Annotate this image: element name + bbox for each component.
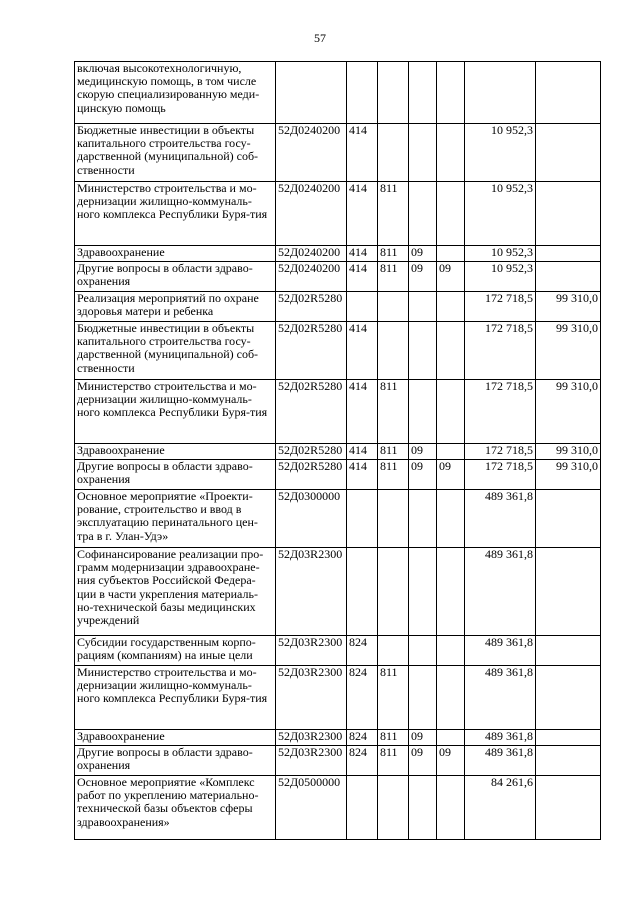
row-grbs-cell: 414 — [347, 444, 378, 460]
row-amount2-cell: 99 310,0 — [536, 460, 601, 490]
row-grbs-cell: 414 — [347, 322, 378, 380]
row-code-cell: 52Д03R2300 — [276, 548, 347, 636]
row-amount2-cell — [536, 730, 601, 746]
row-name-cell: Субсидии государственным корпо-рациям (компаниям) на иные цели — [75, 636, 276, 666]
row-grbs-cell — [347, 490, 378, 548]
row-amount1-cell: 172 718,5 — [465, 444, 536, 460]
row-name-cell: Другие вопросы в области здраво-охранения — [75, 746, 276, 776]
row-rz-cell — [378, 322, 409, 380]
row-amount1-cell: 172 718,5 — [465, 380, 536, 444]
row-code-cell: 52Д02R5280 — [276, 322, 347, 380]
row-vr-cell — [437, 322, 465, 380]
row-grbs-cell: 824 — [347, 730, 378, 746]
row-amount1-cell: 10 952,3 — [465, 262, 536, 292]
row-name-cell: Другие вопросы в области здраво-охранения — [75, 460, 276, 490]
row-vr-cell — [437, 380, 465, 444]
row-pr-cell: 09 — [409, 460, 437, 490]
table-row — [75, 292, 601, 322]
row-amount1-cell: 172 718,5 — [465, 460, 536, 490]
table-row — [75, 62, 601, 124]
row-name-cell: Министерство строительства и мо-дернизации жилищно-коммуналь-ного комплекса Республики Буря-тия — [75, 182, 276, 246]
row-pr-cell — [409, 322, 437, 380]
table-row — [75, 636, 601, 666]
row-amount2-cell — [536, 746, 601, 776]
row-grbs-cell — [347, 776, 378, 840]
row-pr-cell — [409, 380, 437, 444]
row-name-cell: Бюджетные инвестиции в объекты капитального строительства госу-дарственной (муниципальной) соб-ственности — [75, 124, 276, 182]
table-row — [75, 380, 601, 444]
row-amount2-cell — [536, 62, 601, 124]
row-name-cell: Бюджетные инвестиции в объекты капитального строительства госу-дарственной (муниципальной) соб-ственности — [75, 322, 276, 380]
row-vr-cell — [437, 666, 465, 730]
row-grbs-cell — [347, 62, 378, 124]
table-row — [75, 666, 601, 730]
row-amount2-cell — [536, 262, 601, 292]
row-pr-cell: 09 — [409, 746, 437, 776]
row-pr-cell — [409, 124, 437, 182]
table-row — [75, 460, 601, 490]
row-grbs-cell — [347, 548, 378, 636]
row-rz-cell — [378, 636, 409, 666]
budget-table — [74, 61, 601, 840]
table-row — [75, 548, 601, 636]
row-vr-cell — [437, 548, 465, 636]
row-rz-cell: 811 — [378, 746, 409, 776]
row-name-cell: Другие вопросы в области здраво-охранения — [75, 262, 276, 292]
row-rz-cell — [378, 62, 409, 124]
row-code-cell: 52Д0240200 — [276, 182, 347, 246]
row-amount1-cell — [465, 62, 536, 124]
row-pr-cell — [409, 548, 437, 636]
row-grbs-cell: 414 — [347, 246, 378, 262]
row-vr-cell: 09 — [437, 460, 465, 490]
row-name-cell: Основное мероприятие «Проекти-рование, строительство и ввод в эксплуатацию перинатального цен-тра в г. Улан-Удэ» — [75, 490, 276, 548]
row-code-cell: 52Д02R5280 — [276, 444, 347, 460]
row-amount1-cell: 10 952,3 — [465, 246, 536, 262]
row-code-cell: 52Д02R5280 — [276, 460, 347, 490]
row-vr-cell — [437, 776, 465, 840]
row-vr-cell — [437, 246, 465, 262]
row-amount2-cell — [536, 666, 601, 730]
row-amount2-cell — [536, 490, 601, 548]
table-row — [75, 746, 601, 776]
row-amount1-cell: 172 718,5 — [465, 292, 536, 322]
row-amount2-cell — [536, 636, 601, 666]
row-vr-cell — [437, 444, 465, 460]
row-rz-cell: 811 — [378, 666, 409, 730]
row-amount2-cell — [536, 548, 601, 636]
row-code-cell: 52Д0240200 — [276, 246, 347, 262]
row-grbs-cell: 414 — [347, 124, 378, 182]
row-name-cell: Софинансирование реализации про-грамм модернизации здравоохране-ния субъектов Российской Федера-ции в части укрепления материаль-но-технической базы медицинских учреждений — [75, 548, 276, 636]
row-rz-cell: 811 — [378, 262, 409, 292]
row-code-cell: 52Д03R2300 — [276, 636, 347, 666]
row-code-cell: 52Д02R5280 — [276, 380, 347, 444]
row-vr-cell: 09 — [437, 262, 465, 292]
row-vr-cell — [437, 62, 465, 124]
row-amount1-cell: 489 361,8 — [465, 548, 536, 636]
row-code-cell: 52Д02R5280 — [276, 292, 347, 322]
table-row — [75, 322, 601, 380]
budget-table-body — [75, 62, 601, 840]
row-rz-cell — [378, 548, 409, 636]
row-amount2-cell: 99 310,0 — [536, 322, 601, 380]
row-amount1-cell: 84 261,6 — [465, 776, 536, 840]
row-name-cell: Реализация мероприятий по охране здоровья матери и ребенка — [75, 292, 276, 322]
row-rz-cell: 811 — [378, 460, 409, 490]
row-amount1-cell: 489 361,8 — [465, 730, 536, 746]
table-row — [75, 490, 601, 548]
row-rz-cell — [378, 292, 409, 322]
row-grbs-cell: 414 — [347, 380, 378, 444]
row-rz-cell: 811 — [378, 182, 409, 246]
row-grbs-cell — [347, 292, 378, 322]
row-rz-cell — [378, 124, 409, 182]
table-row — [75, 776, 601, 840]
row-rz-cell: 811 — [378, 380, 409, 444]
row-name-cell: Основное мероприятие «Комплекс работ по укреплению материально-технической базы объектов сферы здравоохранения» — [75, 776, 276, 840]
row-vr-cell — [437, 636, 465, 666]
page-number: 57 — [314, 31, 326, 45]
row-pr-cell: 09 — [409, 246, 437, 262]
row-name-cell: Здравоохранение — [75, 730, 276, 746]
row-rz-cell — [378, 490, 409, 548]
row-code-cell: 52Д0500000 — [276, 776, 347, 840]
row-amount1-cell: 489 361,8 — [465, 636, 536, 666]
row-vr-cell: 09 — [437, 746, 465, 776]
row-code-cell: 52Д0300000 — [276, 490, 347, 548]
row-grbs-cell: 824 — [347, 636, 378, 666]
row-code-cell: 52Д03R2300 — [276, 746, 347, 776]
row-pr-cell — [409, 776, 437, 840]
row-amount1-cell: 489 361,8 — [465, 746, 536, 776]
row-name-cell: Здравоохранение — [75, 444, 276, 460]
row-rz-cell — [378, 776, 409, 840]
row-pr-cell — [409, 666, 437, 730]
row-amount2-cell — [536, 776, 601, 840]
row-grbs-cell: 824 — [347, 666, 378, 730]
row-grbs-cell: 824 — [347, 746, 378, 776]
row-amount1-cell: 10 952,3 — [465, 182, 536, 246]
row-vr-cell — [437, 730, 465, 746]
row-amount1-cell: 172 718,5 — [465, 322, 536, 380]
row-amount1-cell: 489 361,8 — [465, 666, 536, 730]
row-amount2-cell — [536, 124, 601, 182]
row-name-cell: Здравоохранение — [75, 246, 276, 262]
row-grbs-cell: 414 — [347, 262, 378, 292]
row-pr-cell — [409, 182, 437, 246]
table-row — [75, 262, 601, 292]
table-row — [75, 182, 601, 246]
row-name-cell: включая высокотехнологичную, медицинскую помощь, в том числе скорую специализированную меди-цинскую помощь — [75, 62, 276, 124]
row-grbs-cell: 414 — [347, 182, 378, 246]
row-code-cell: 52Д03R2300 — [276, 730, 347, 746]
table-row — [75, 246, 601, 262]
row-rz-cell: 811 — [378, 444, 409, 460]
table-row — [75, 730, 601, 746]
row-amount2-cell — [536, 246, 601, 262]
row-amount2-cell: 99 310,0 — [536, 444, 601, 460]
row-code-cell: 52Д0240200 — [276, 124, 347, 182]
row-amount2-cell: 99 310,0 — [536, 292, 601, 322]
row-vr-cell — [437, 182, 465, 246]
row-pr-cell: 09 — [409, 730, 437, 746]
row-pr-cell — [409, 636, 437, 666]
row-vr-cell — [437, 292, 465, 322]
row-pr-cell — [409, 490, 437, 548]
row-amount2-cell — [536, 182, 601, 246]
row-pr-cell — [409, 62, 437, 124]
row-amount2-cell: 99 310,0 — [536, 380, 601, 444]
row-amount1-cell: 489 361,8 — [465, 490, 536, 548]
row-rz-cell: 811 — [378, 730, 409, 746]
row-code-cell: 52Д0240200 — [276, 262, 347, 292]
row-pr-cell: 09 — [409, 444, 437, 460]
table-row — [75, 124, 601, 182]
row-code-cell — [276, 62, 347, 124]
row-rz-cell: 811 — [378, 246, 409, 262]
row-pr-cell: 09 — [409, 262, 437, 292]
row-name-cell: Министерство строительства и мо-дернизации жилищно-коммуналь-ного комплекса Республики Буря-тия — [75, 666, 276, 730]
row-pr-cell — [409, 292, 437, 322]
row-vr-cell — [437, 490, 465, 548]
row-vr-cell — [437, 124, 465, 182]
row-code-cell: 52Д03R2300 — [276, 666, 347, 730]
row-grbs-cell: 414 — [347, 460, 378, 490]
table-row — [75, 444, 601, 460]
row-name-cell: Министерство строительства и мо-дернизации жилищно-коммуналь-ного комплекса Республики Буря-тия — [75, 380, 276, 444]
row-amount1-cell: 10 952,3 — [465, 124, 536, 182]
